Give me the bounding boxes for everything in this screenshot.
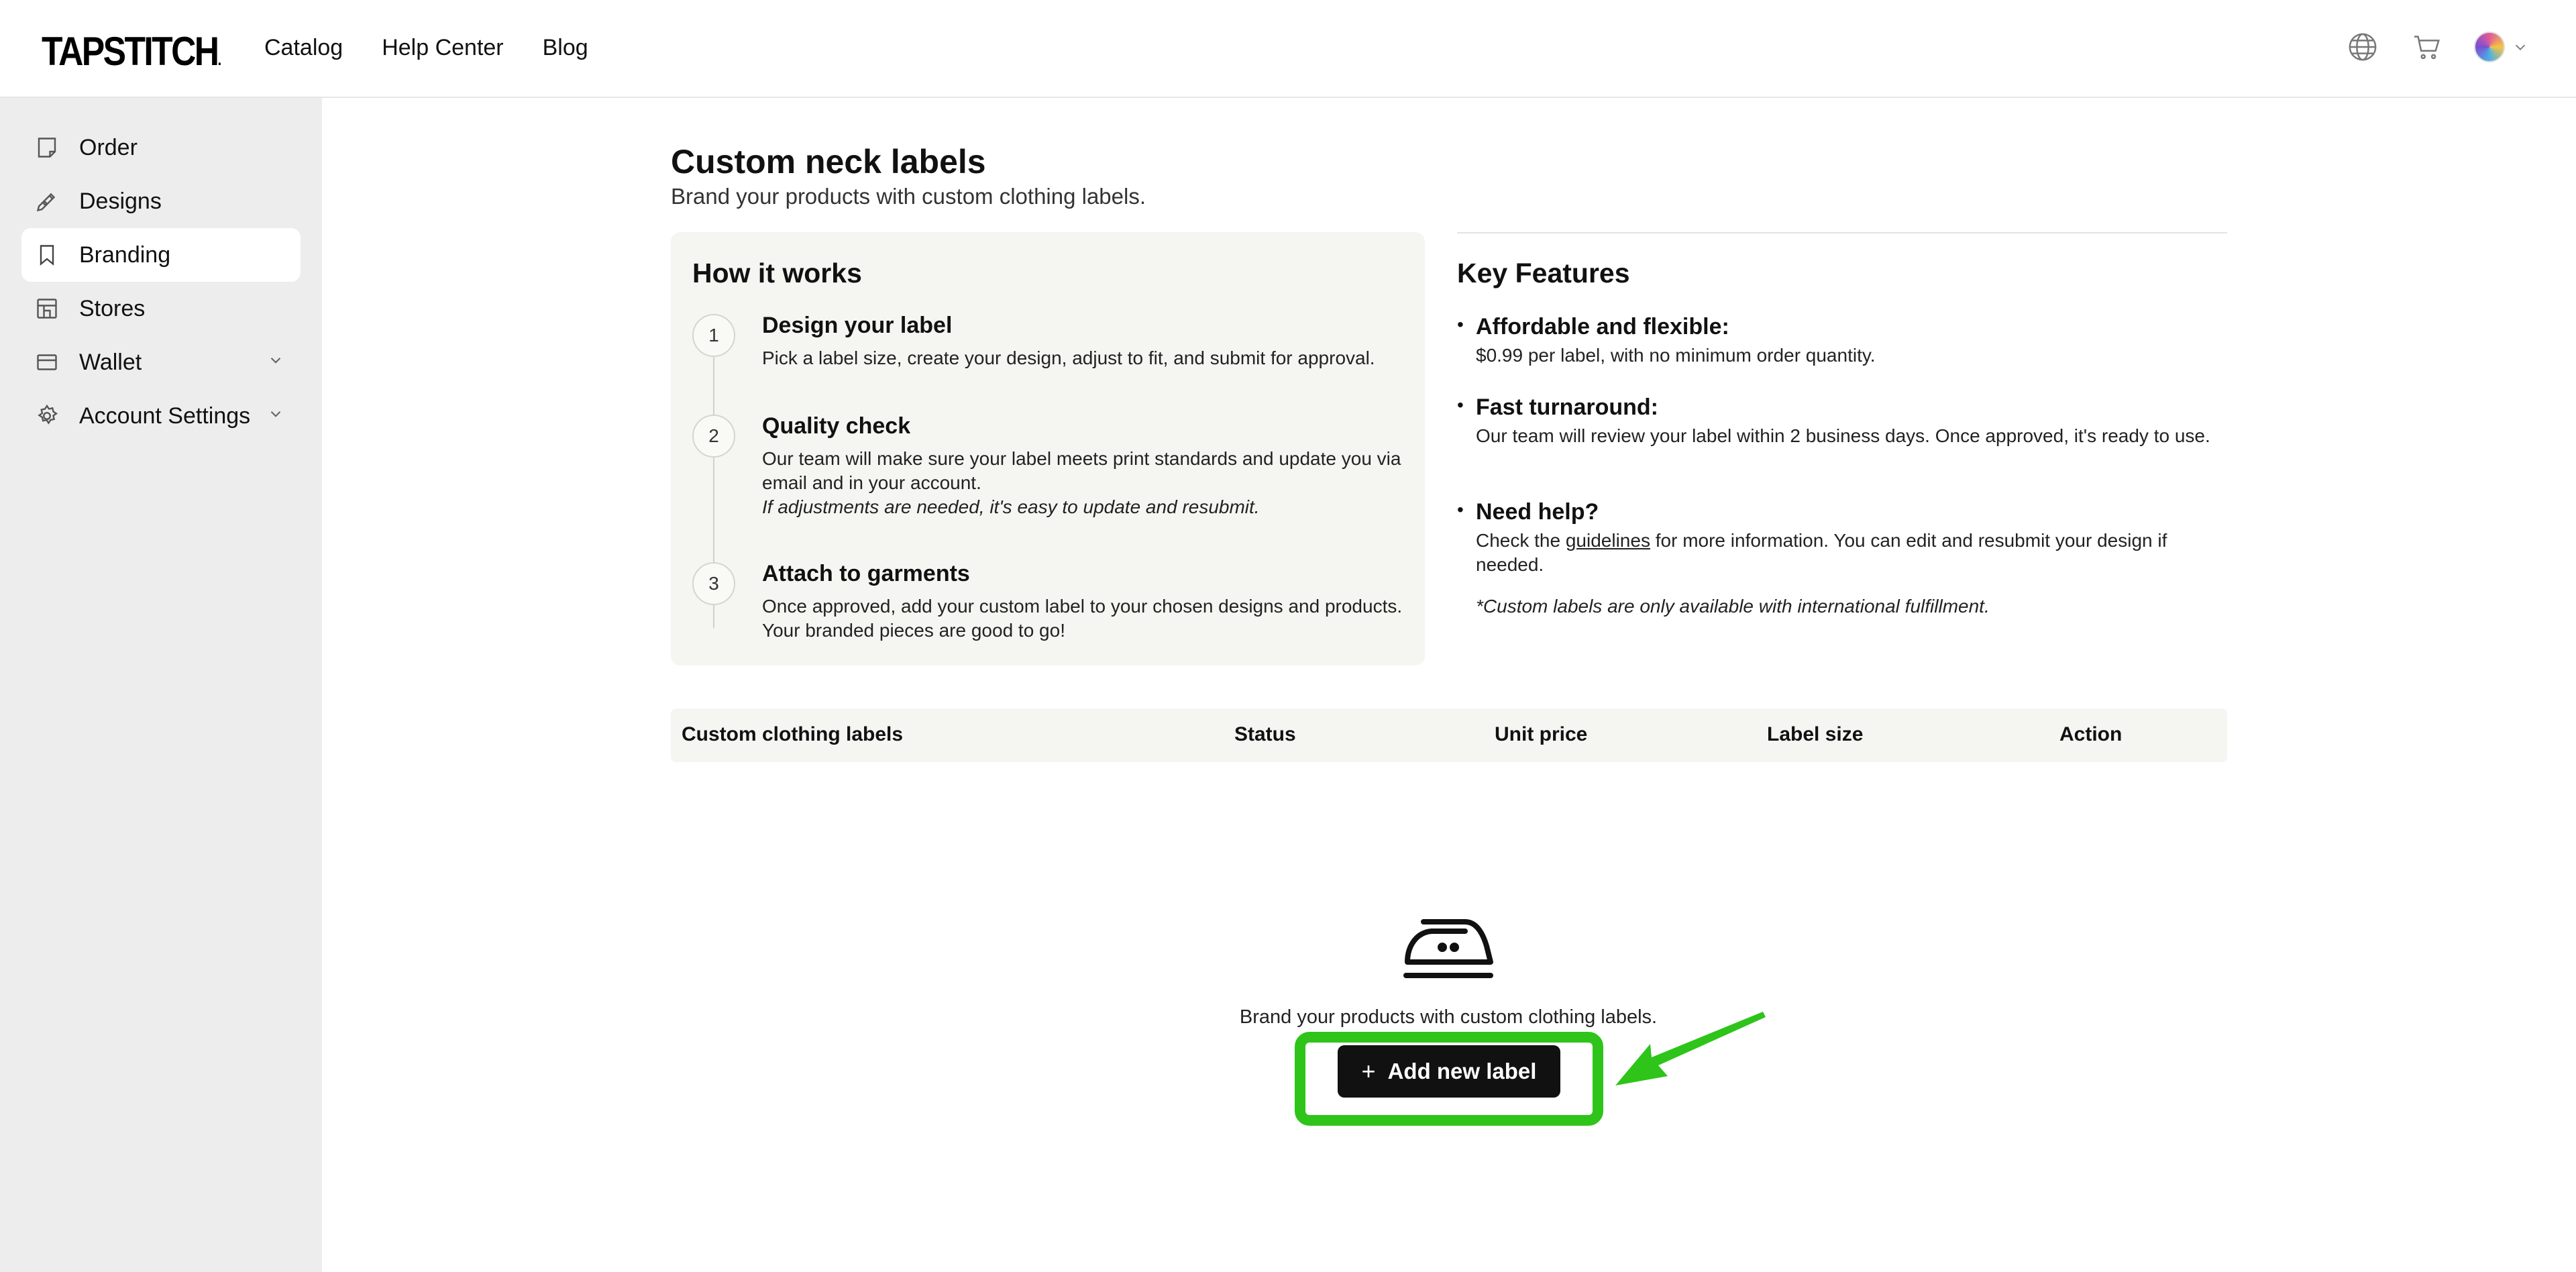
iron-icon	[1403, 914, 1493, 981]
globe-icon[interactable]	[2345, 30, 2380, 64]
step-number: 2	[692, 415, 735, 458]
feature-description: Check the guidelines for more information. You can edit and resubmit your design if needed.	[1476, 530, 2167, 575]
step-note: If adjustments are needed, it's easy to update and resubmit.	[762, 496, 1260, 517]
step-description: Once approved, add your custom label to your chosen designs and products. Your branded pieces are good to go!	[762, 596, 1403, 641]
sidebar-item-wallet[interactable]	[21, 335, 301, 389]
cart-icon[interactable]	[2410, 30, 2445, 64]
step-description: Our team will make sure your label meets print standards and update you via email and in your account. If adjustments are needed, it's easy to update and resubmit.	[762, 447, 1406, 519]
guidelines-link[interactable]: guidelines	[1565, 530, 1650, 551]
how-it-works-title: How it works	[692, 258, 862, 288]
bullet-icon: •	[1457, 394, 1464, 415]
sidebar-item-label: Branding	[79, 242, 171, 268]
plus-icon: +	[1361, 1057, 1376, 1085]
annotation-arrow-icon	[1610, 1006, 1771, 1094]
sidebar-item-branding[interactable]	[21, 228, 301, 282]
nav-blog[interactable]: Blog	[542, 35, 588, 60]
chevron-down-icon[interactable]	[267, 405, 284, 423]
step-title: Quality check	[762, 413, 911, 439]
column-header: Status	[1234, 723, 1296, 745]
page-title: Custom neck labels	[671, 143, 986, 180]
avatar[interactable]	[2474, 32, 2505, 62]
empty-state-text: Brand your products with custom clothing labels.	[1239, 1006, 1658, 1028]
sidebar-item-order[interactable]	[21, 121, 301, 174]
column-header: Custom clothing labels	[682, 723, 904, 745]
page-subtitle: Brand your products with custom clothing labels.	[671, 184, 1146, 209]
column-header: Label size	[1767, 723, 1864, 745]
nav-catalog[interactable]: Catalog	[264, 35, 343, 60]
gear-icon	[34, 403, 60, 429]
divider	[1457, 232, 2227, 233]
top-header	[0, 0, 2576, 98]
labels-table-header	[671, 708, 2227, 762]
step-number: 1	[692, 314, 735, 357]
how-it-works-card	[671, 232, 1425, 666]
bullet-icon: •	[1457, 499, 1464, 520]
feature-description: Our team will review your label within 2 business days. Once approved, it's ready to use.	[1476, 425, 2210, 446]
sidebar-item-label: Wallet	[79, 349, 142, 375]
sidebar-item-designs[interactable]	[21, 174, 301, 228]
column-header: Action	[2059, 723, 2123, 745]
top-nav	[264, 35, 588, 61]
column-header: Unit price	[1495, 723, 1588, 745]
add-new-label-button[interactable]	[1338, 1045, 1560, 1098]
step-description: Pick a label size, create your design, adjust to fit, and submit for approval.	[762, 348, 1375, 368]
sidebar-item-label: Designs	[79, 188, 162, 214]
sidebar-item-stores[interactable]	[21, 282, 301, 335]
feature-title: Need help?	[1476, 499, 1599, 525]
sidebar-item-label: Stores	[79, 295, 146, 321]
store-icon	[34, 295, 60, 322]
feature-title: Affordable and flexible:	[1476, 314, 1729, 339]
sidebar-item-account-settings[interactable]	[21, 389, 301, 443]
sidebar-item-label: Account Settings	[79, 403, 251, 429]
chevron-down-icon	[2513, 40, 2528, 54]
key-features-title: Key Features	[1457, 258, 1630, 288]
header-icons	[2345, 30, 2528, 64]
step-title: Attach to garments	[762, 561, 970, 586]
nav-help-center[interactable]: Help Center	[382, 35, 504, 60]
bookmark-icon	[34, 242, 60, 268]
chevron-down-icon[interactable]	[267, 352, 284, 369]
wallet-icon	[34, 349, 60, 376]
account-menu[interactable]	[2474, 32, 2528, 62]
button-label: Add new label	[1387, 1059, 1537, 1083]
bullet-icon: •	[1457, 314, 1464, 335]
order-icon	[34, 134, 60, 161]
fulfillment-note: *Custom labels are only available with international fulfillment.	[1476, 596, 1990, 617]
pen-icon	[34, 188, 60, 215]
sidebar-item-label: Order	[79, 134, 138, 160]
feature-description: $0.99 per label, with no minimum order quantity.	[1476, 345, 1876, 366]
feature-title: Fast turnaround:	[1476, 394, 1658, 420]
step-number: 3	[692, 562, 735, 605]
sidebar	[0, 98, 322, 1272]
step-title: Design your label	[762, 313, 953, 338]
tapstitch-logo[interactable]: TAPSTITCH.	[42, 29, 222, 74]
